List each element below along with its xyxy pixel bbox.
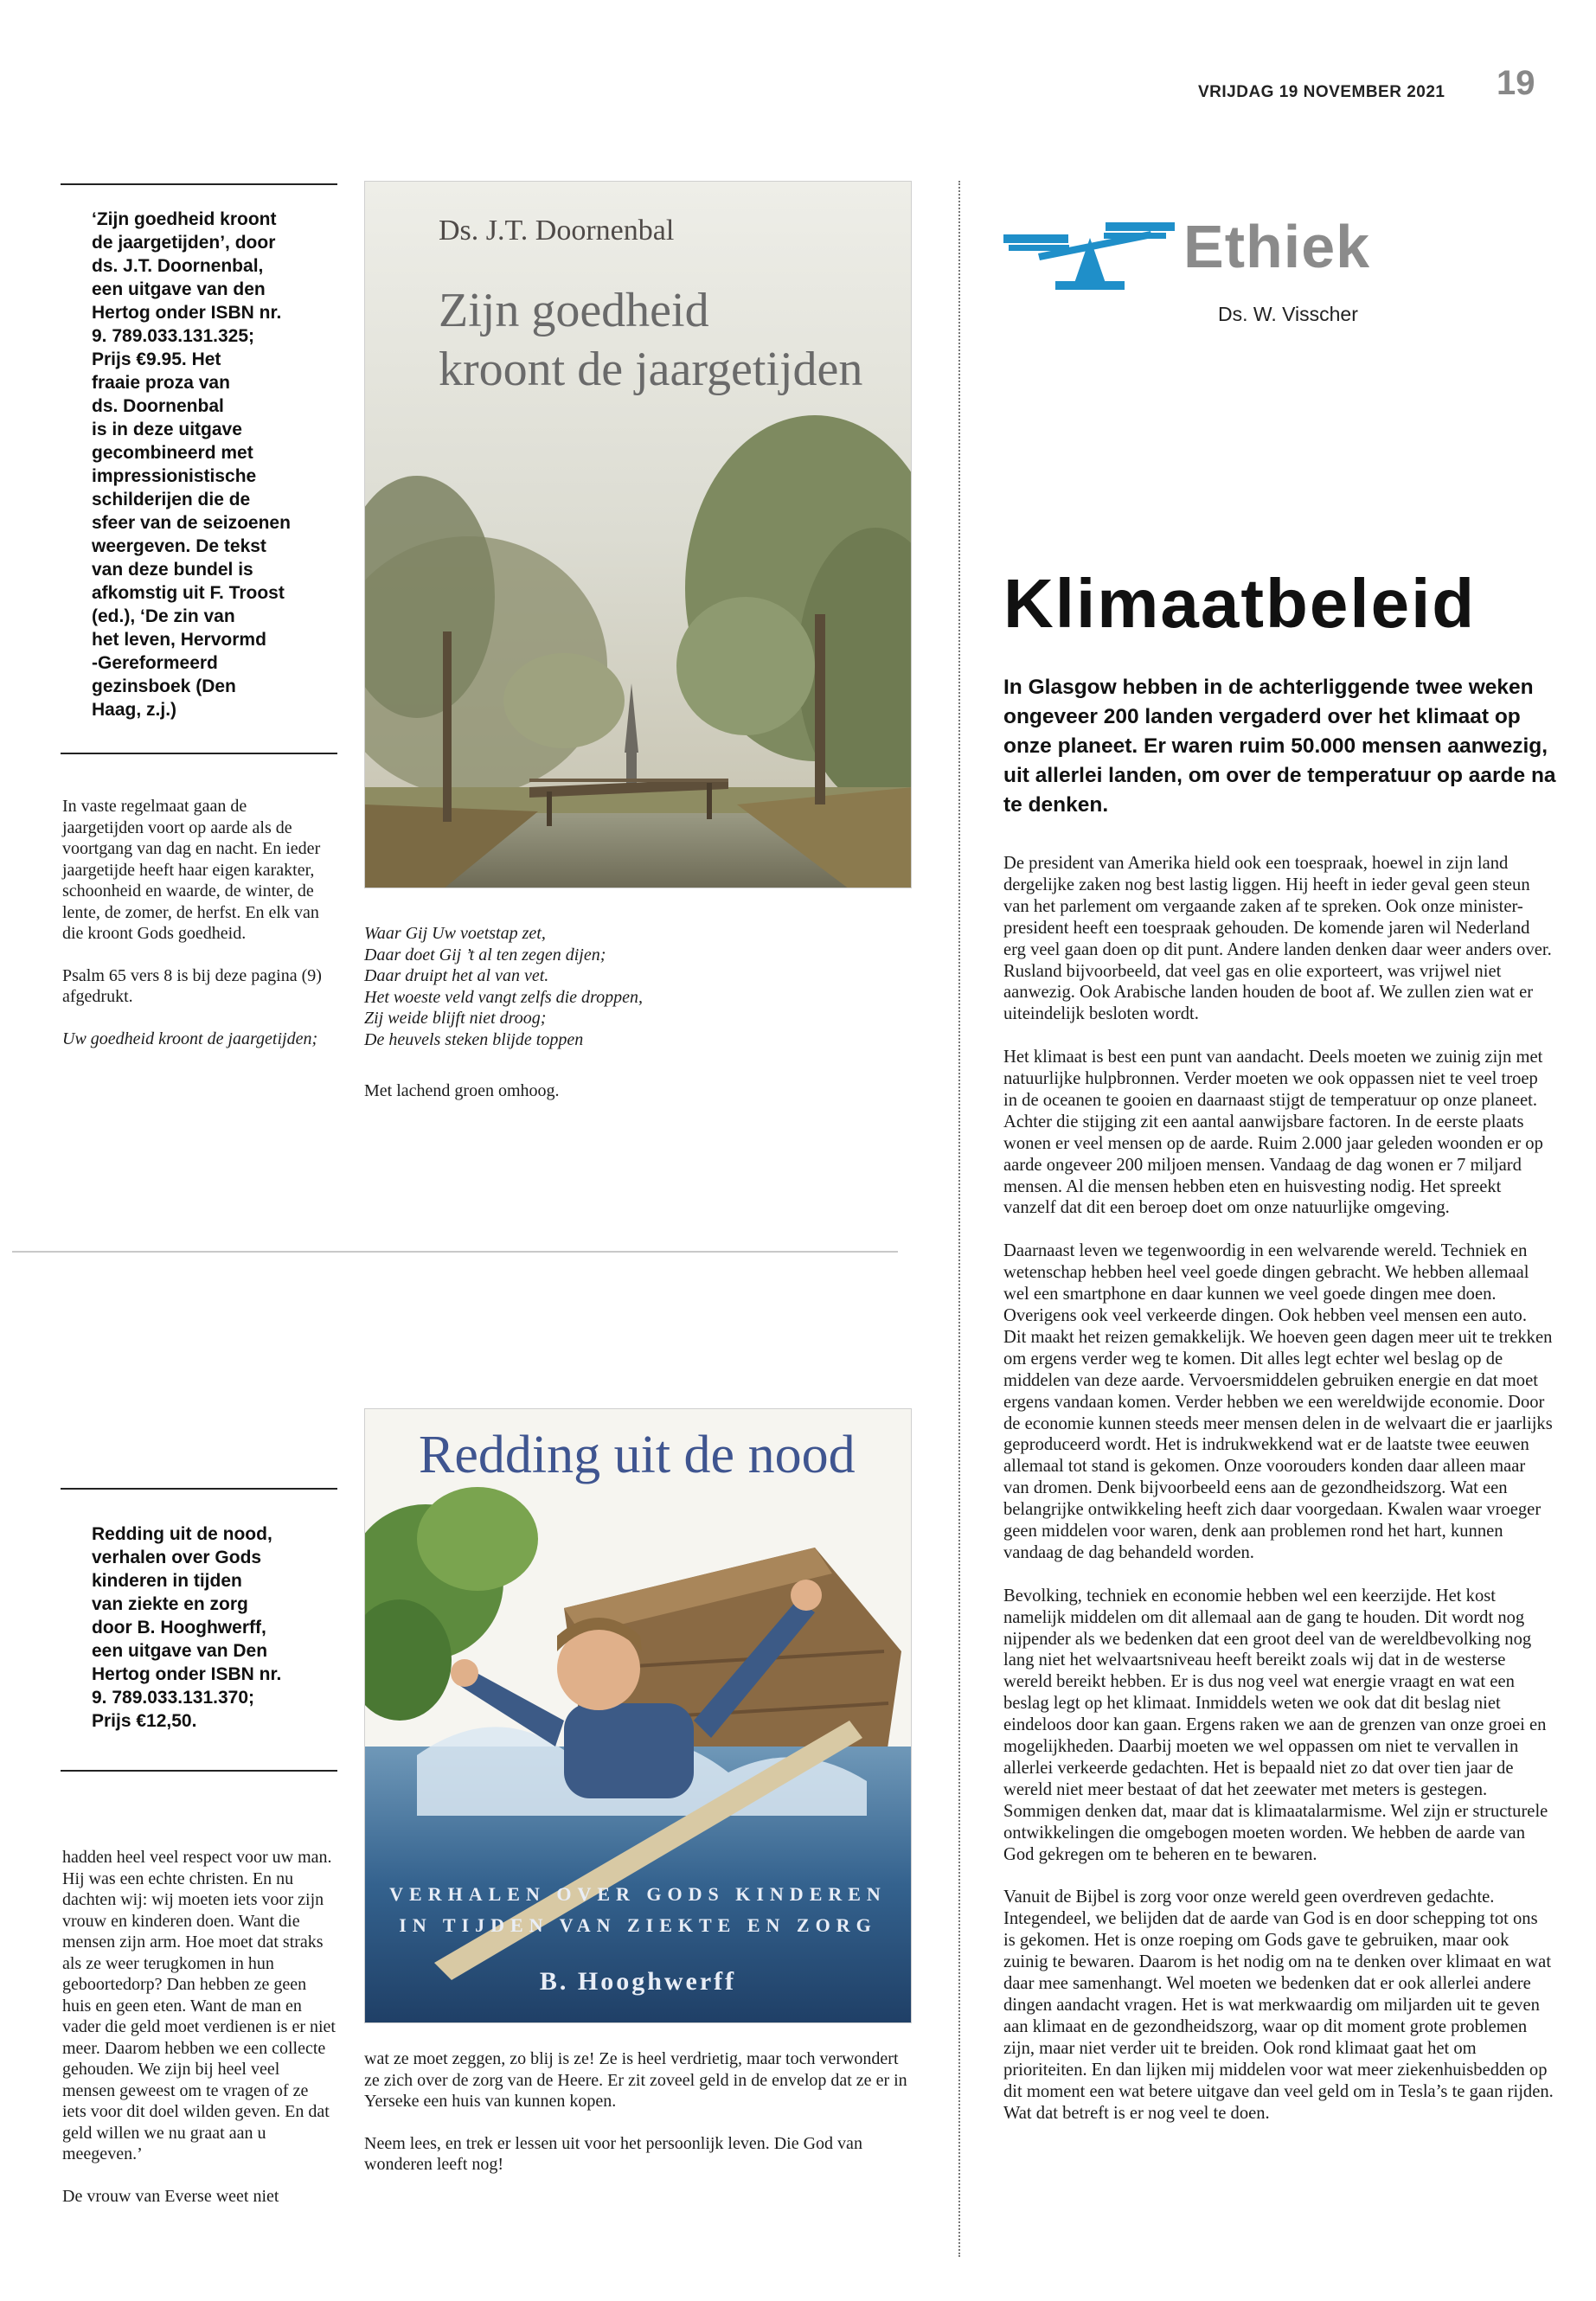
left-paragraph: De vrouw van Everse weet niet xyxy=(62,2186,279,2206)
poem-line: De heuvels steken blijde toppen xyxy=(364,1029,584,1049)
middle-column-text-2 xyxy=(364,2048,914,2196)
left-paragraph-italic: Uw goedheid kroont de jaargetijden; xyxy=(62,1029,318,1048)
article-headline: Klimaatbeleid xyxy=(1003,565,1477,642)
cover1-title-line1: Zijn goedheid xyxy=(439,284,709,337)
cover1-author: Ds. J.T. Doornenbal xyxy=(439,215,675,247)
caption-book1: ‘Zijn goedheid kroont de jaargetijden’, door ds. J.T. Doornenbal, een uitgave van den Hertog onder ISBN nr. 9. 789.033.131.325; Prijs €9.95. Het fraaie proza van ds. Doornenbal is in deze uitgave gecombineerd met impressionistische schilderijen die de sfeer van de seizoenen weergeven. De tekst van deze bundel is afkomstig uit F. Troost (ed.), ‘De zin van het leven, Hervormd -Gereformeerd gezinsboek (Den Haag, z.j.) xyxy=(92,209,291,720)
page-number: 19 xyxy=(1497,64,1535,102)
cover2-subtitle-line1: VERHALEN OVER GODS KINDEREN xyxy=(389,1883,887,1905)
cover2-author: B. Hooghwerff xyxy=(539,1967,737,1996)
article-paragraph: De president van Amerika hield ook een toespraak, hoewel in zijn land dergelijke zaken nog best lastig liggen. Hij heeft in ieder geval geen steun van het parlement om vergaande zaken af te spreken. Ook onze minister-president heeft een toespraak gehouden. De komende jaren wil Nederland erg veel gaan doen op dit punt. Andere landen denken daar weer anders over. Rusland bijvoorbeeld, dat veel gas en olie exporteert, was vrijwel niet aanwezig. Ook Arabische landen houden de boot af. We zullen zien wat er uiteindelijk besloten wordt. xyxy=(1003,854,1552,1024)
article-paragraph: Bevolking, techniek en economie hebben wel een keerzijde. Het kost namelijk middelen om dit allemaal aan de gang te houden. Dit wordt nog nijpender als we bedenken dat een groot deel van de wereldbevolking nog lang niet het welvaartsniveau heeft bereikt zoals wij dat in de westerse wereld bereikt hebben. Er is dus nog veel wat energie vraagt en wat een beslag legt op het klimaat. Inmiddels weten we ook dat dit beslag niet eindeloos door kan gaan. Ergens raken we aan de grenzen van onze groei en mogelijkheden. Daarbij moeten we wel oppassen om niet te vervallen in allerlei verkeerde gedachten. Het is bepaald niet zo dat over tien jaar de wereld niet meer bestaat of dat het zeewater met meters is gestegen. Sommigen denken dat, maar dat is klimaatalarmisme. Wel zijn er structurele ontwikkelingen die omgebogen moeten worden. We hebben de aarde van God gekregen om te beheren en te bewaren. xyxy=(1003,1586,1548,1864)
column-divider xyxy=(958,181,960,2257)
left-column-text-1 xyxy=(62,796,332,1070)
caption1-bottom-rule xyxy=(61,753,337,754)
cover2-title: Redding uit de nood xyxy=(419,1426,856,1484)
section-label-ethiek: Ethiek xyxy=(1183,213,1371,280)
cover2-subtitle-line2: IN TIJDEN VAN ZIEKTE EN ZORG xyxy=(399,1914,877,1936)
left-paragraph: In vaste regelmaat gaan de jaargetijden voort op aarde als de voortgang van dag en nacht. En ieder jaargetijde heeft haar eigen karakter, schoonheid en waarde, de winter, de lente, de zomer, de herfst. En elk van die kroont Gods goedheid. xyxy=(62,797,321,943)
caption2-bottom-rule xyxy=(61,1770,337,1772)
poem-line: Zij weide blijft niet droog; xyxy=(364,1009,547,1028)
poem xyxy=(364,923,901,1050)
book-cover-redding-uit-de-nood xyxy=(364,1408,912,2023)
book-cover-zijn-goedheid xyxy=(364,181,912,888)
article-paragraph: Het klimaat is best een punt van aandacht. Deels moeten we zuinig zijn met natuurlijke hulpbronnen. Verder moeten we ook oppassen niet te veel troep in de oceanen te gooien en daarnaast stijgt de temperatuur op onze planeet. Achter die stijging zit een aantal aanwijsbare factoren. In de eerste plaats wonen er veel mensen op de aarde. Ruim 2.000 jaar geleden woonden er op aarde ongeveer 200 miljoen mensen. Vandaag de dag wonen er 7 miljard mensen. Al die mensen hebben eten en huisvesting nodig. Het spreekt vanzelf dat dit een beroep doet om onze natuurlijke omgeving. xyxy=(1003,1048,1543,1218)
column-author: Ds. W. Visscher xyxy=(1218,303,1358,325)
caption-book2: Redding uit de nood, verhalen over Gods kinderen in tijden van ziekte en zorg door B. Hooghwerff, een uitgave van Den Hertog onder ISBN nr. 9. 789.033.131.370; Prijs €12,50. xyxy=(92,1524,282,1731)
middle-paragraph: wat ze moet zeggen, zo blij is ze! Ze is heel verdrietig, maar toch verwondert ze zich over de zorg van de Heere. Er zit zoveel geld in de envelop dat ze er in Yerseke een huis van kunnen kopen. xyxy=(364,2049,907,2111)
cover1-title-line2: kroont de jaargetijden xyxy=(439,343,863,396)
poem-line: Daar druipt het al van vet. xyxy=(364,966,549,985)
caption2-top-rule xyxy=(61,1488,337,1490)
article-lead: In Glasgow hebben in de achterliggende twee weken ongeveer 200 landen vergaderd over het klimaat op onze planeet. Er waren ruim 50.000 mensen aanwezig, uit allerlei landen, om over de temperatuur op aarde na te denken. xyxy=(1003,676,1556,817)
left-paragraph: hadden heel veel respect voor uw man. Hij was een echte christen. En nu dachten wij: wij moeten iets voor zijn vrouw en kinderen doen. Want die mensen zijn arm. Hoe moet dat straks als ze weer terugkomen in hun geboortedorp? Dan hebben ze geen huis en geen eten. Want de man en vader die geld moet verdienen is er niet meer. Daarom hebben we een collecte gehouden. We zijn bij heel veel mensen geweest om te vragen of ze iets voor dit doel wilden geven. En dat geld willen we nu graat aan u meegeven.’ xyxy=(62,1848,336,2163)
left-paragraph: Psalm 65 vers 8 is bij deze pagina (9) afgedrukt. xyxy=(62,965,322,1006)
poem-line: Het woeste veld vangt zelfs die droppen, xyxy=(364,987,643,1007)
poem-line: Waar Gij Uw voetstap zet, xyxy=(364,924,546,943)
poem-line: Daar doet Gij ’t al ten zegen dijen; xyxy=(364,945,606,965)
scale-icon xyxy=(1003,212,1176,290)
poem-closing: Met lachend groen omhoog. xyxy=(364,1081,560,1100)
article-paragraph: Daarnaast leven we tegenwoordig in een welvarende wereld. Techniek en wetenschap hebben heel veel goede dingen gebracht. We hebben allemaal wel een smartphone en daar kunnen we veel goede dingen mee doen. Overigens ook veel verkeerde dingen. Ook hebben veel mensen een auto. Dit maakt het reizen gemakkelijk. We hoeven geen dagen meer uit te trekken om ergens verder weg te komen. Dit alles legt echter wel beslag op de middelen van deze aarde. Vervoersmiddelen gebruiken energie en dat moet ergens vandaan komen. Verder hebben we een wereldwijde economie. Door de economie kunnen steeds meer mensen delen in de welvaart die er jaarlijks geproduceerd wordt. Het is indrukwekkend wat er de laatste twee eeuwen allemaal tot stand is gekomen. Onze voorouders konden daar alleen maar van dromen. Denk bijvoorbeeld eens aan de gezondheidszorg. Wat een belangrijke ontwikkeling heeft zich daar voorgedaan. Kwalen waar vroeger geen middelen voor waren, denk aan problemen rond het hart, kunnen vandaag de dag behandeld worden. xyxy=(1003,1241,1553,1562)
section-divider xyxy=(12,1251,898,1253)
article-body xyxy=(1003,853,1554,2145)
caption1-top-rule xyxy=(61,183,337,185)
left-column-text-2 xyxy=(62,1847,336,2227)
issue-date: VRIJDAG 19 NOVEMBER 2021 xyxy=(1198,83,1445,101)
article-paragraph: Vanuit de Bijbel is zorg voor onze wereld geen overdreven gedachte. Integendeel, we belijden dat de aarde van God is en door schepping tot ons is gekomen. Het is onze roeping om Gods gave te gebruiken, maar ook zuinig te bewaren. Daarom is het nodig om na te denken over klimaat en wat daar mee samenhangt. Wel moeten we bedenken dat er ook allerlei andere dingen aandacht vragen. Het is wat merkwaardig om miljarden uit te geven aan klimaat en de gezondheidszorg, waar op dit moment grote problemen zijn, maar niet verder uit te breiden. Ook rond klimaat gaat het om prioriteiten. En dan lijken mij middelen voor wat meer ziekenhuisbedden op dit moment een wat betere uitgave dan veel geld om in Tesla’s te gaan rijden. Wat dat betreft is er nog veel te doen. xyxy=(1003,1888,1554,2123)
middle-paragraph: Neem lees, en trek er lessen uit voor het persoonlijk leven. Die God van wonderen leeft nog! xyxy=(364,2133,862,2174)
